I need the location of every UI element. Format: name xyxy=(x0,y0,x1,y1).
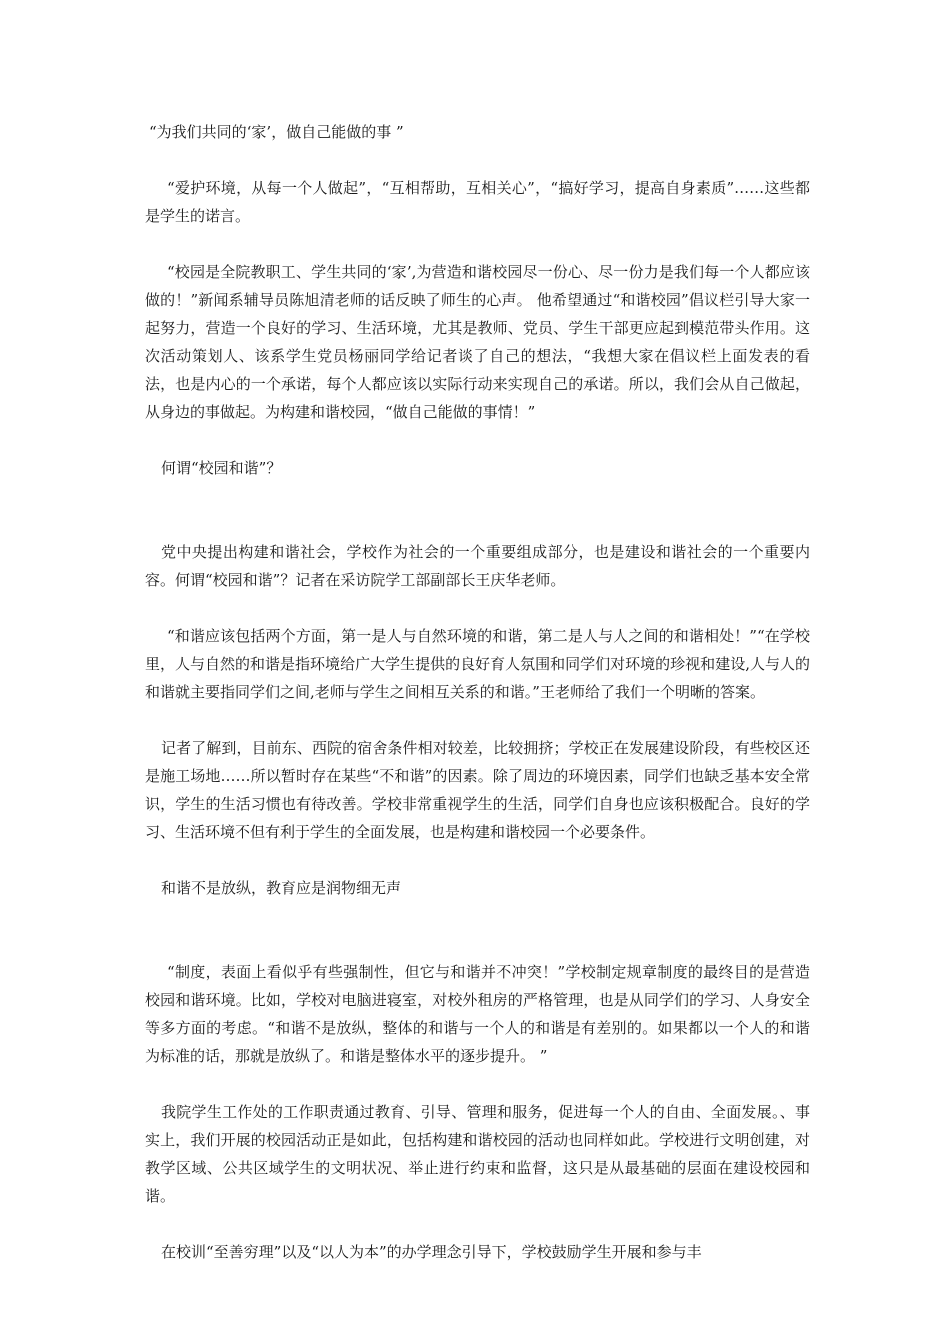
spacer xyxy=(145,482,810,538)
spacer xyxy=(145,146,810,174)
spacer xyxy=(145,230,810,258)
duties-paragraph: 我院学生工作处的工作职责通过教育、引导、管理和服务，促进每一个人的自由、全面发展。、事实上，我们开展的校园活动正是如此，包括构建和谐校园的活动也同样如此。学校进行文明创建，对教学区域、公共区域学生的文明状况、举止进行约束和监督，这只是从最基础的层面在建设校园和谐。 xyxy=(145,1103,810,1205)
spacer xyxy=(145,594,810,622)
dormitory-paragraph: 记者了解到，目前东、西院的宿舍条件相对较差，比较拥挤；学校正在发展建设阶段，有些校区还是施工场地……所以暂时存在某些“不和谐”的因素。除了周边的环境因素，同学们也缺乏基本安全常识，学生的生活习惯也有待改善。学校非常重视学生的生活，同学们自身也应该积极配合。良好的学习、生活环境不但有利于学生的全面发展，也是构建和谐校园一个必要条件。 xyxy=(145,739,810,841)
spacer xyxy=(145,426,810,454)
spacer xyxy=(145,1210,810,1238)
central-committee-paragraph: 党中央提出构建和谐社会，学校作为社会的一个重要组成部分，也是建设和谐社会的一个重要内容。何谓“校园和谐”？记者在采访院学工部副部长王庆华老师。 xyxy=(145,543,810,589)
section-heading-campus-harmony: 何谓“校园和谐”？ xyxy=(161,459,282,477)
document-body xyxy=(145,118,810,1266)
article-title: “为我们共同的‘家’，做自己能做的事 ” xyxy=(149,123,404,141)
pledges-paragraph: “爱护环境，从每一个人做起”，“互相帮助，互相关心”，“搞好学习，提高自身素质”……这些都是学生的诺言。 xyxy=(145,179,810,225)
spacer xyxy=(145,706,810,734)
two-aspects-paragraph: “和谐应该包括两个方面，第一是人与自然环境的和谐，第二是人与人之间的和谐相处！”“在学校里，人与自然的和谐是指环境给广大学生提供的良好育人氛围和同学们对环境的珍视和建设,人与人的和谐就主要指同学们之间,老师与学生之间相互关系的和谐。”王老师给了我们一个明晰的答案。 xyxy=(145,627,810,701)
motto-paragraph: 在校训“至善穷理”以及“以人为本”的办学理念引导下，学校鼓励学生开展和参与丰 xyxy=(161,1243,702,1261)
spacer xyxy=(145,902,810,958)
rules-paragraph: “制度，表面上看似乎有些强制性，但它与和谐并不冲突！”学校制定规章制度的最终目的是营造校园和谐环境。比如，学校对电脑进寝室，对校外租房的严格管理，也是从同学们的学习、人身安全等多方面的考虑。“和谐不是放纵，整体的和谐与一个人的和谐是有差别的。如果都以一个人的和谐为标准的话，那就是放纵了。和谐是整体水平的逐步提升。 ” xyxy=(145,963,810,1065)
spacer xyxy=(145,846,810,874)
section-heading-not-indulgence: 和谐不是放纵，教育应是润物细无声 xyxy=(161,879,402,897)
home-paragraph: “校园是全院教职工、学生共同的‘家’,为营造和谐校园尽一份心、尽一份力是我们每一个人都应该做的！”新闻系辅导员陈旭清老师的话反映了师生的心声。 他希望通过“和谐校园”倡议栏引导大家一起努力，营造一个良好的学习、生活环境，尤其是教师、党员、学生干部更应起到模范带头作用。这次活动策划人、该系学生党员杨丽同学给记者谈了自己的想法，“我想大家在倡议栏上面发表的看法，也是内心的一个承诺，每个人都应该以实际行动来实现自己的承诺。所以，我们会从自己做起，从身边的事做起。为构建和谐校园，“做自己能做的事情！” xyxy=(145,263,810,421)
spacer xyxy=(145,1070,810,1098)
